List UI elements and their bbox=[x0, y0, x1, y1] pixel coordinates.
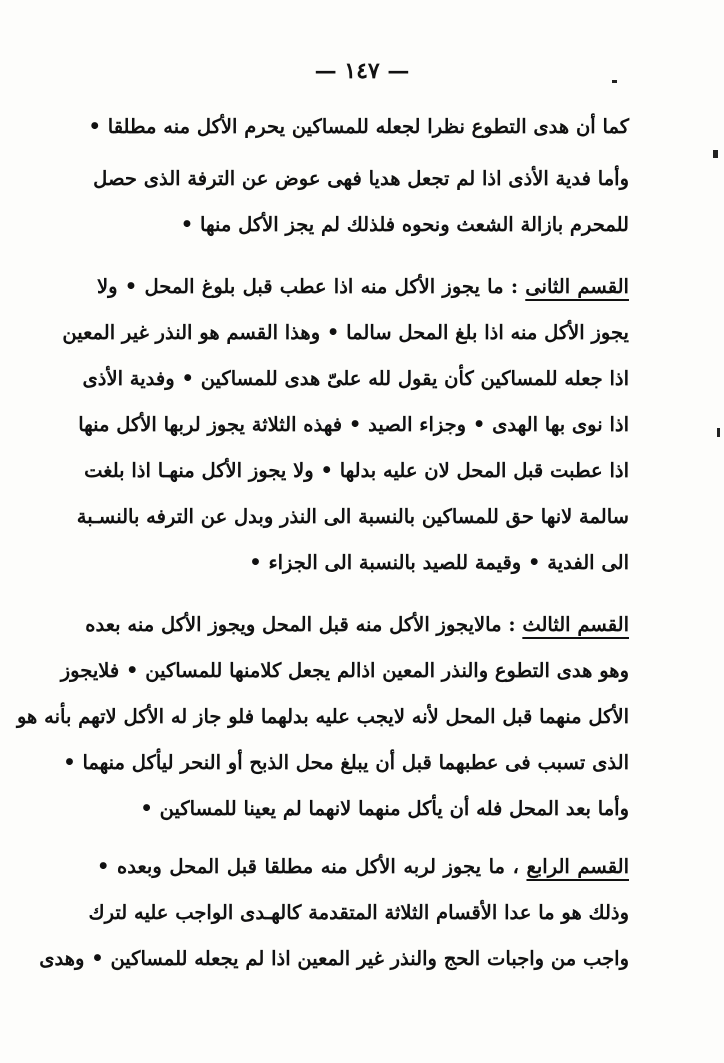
scan-speck bbox=[713, 150, 718, 158]
text-line: اذا نوى بها الهدى • وجزاء الصيد • فهذه الثلاثة يجوز لربها الأكل منها bbox=[78, 413, 629, 436]
text-line bbox=[97, 852, 629, 882]
text-line: وهو هدى التطوع والنذر المعين اذالم يجعل كلامنها للمساكين • فلايجوز bbox=[60, 659, 629, 682]
text-line: وذلك هو ما عدا الأقسام الثلاثة المتقدمة كالهـدى الواجب عليه لترك bbox=[88, 901, 629, 924]
text-line: الأكل منهما قبل المحل لأنه لايجب عليه بدلهما فلو جاز له الأكل لاتهم بأنه هو bbox=[16, 705, 629, 728]
text-line: للمحرم بازالة الشعث ونحوه فلذلك لم يجز الأكل منها • bbox=[180, 213, 629, 236]
text-line: وأما بعد المحل فله أن يأكل منهما لانهما لم يعينا للمساكين • bbox=[140, 797, 629, 820]
text-line bbox=[97, 272, 629, 302]
text-line-content: : ما يجوز الأكل منه اذا عطب قبل بلوغ المحل • ولا bbox=[97, 275, 526, 298]
section-heading: القسم الثالث bbox=[522, 613, 629, 636]
text-line: واجب من واجبات الحج والنذر غير المعين اذا لم يجعله للمساكين • وهدى bbox=[39, 947, 629, 970]
text-line-content: ، ما يجوز لربه الأكل منه مطلقا قبل المحل وبعده • bbox=[97, 855, 527, 878]
page-number: — ١٤٧ — bbox=[314, 58, 410, 84]
text-line bbox=[85, 610, 629, 640]
text-line: الى الفدية • وقيمة للصيد بالنسبة الى الجزاء • bbox=[249, 551, 629, 574]
text-line: يجوز الأكل منه اذا بلغ المحل سالما • وهذا القسم هو النذر غير المعين bbox=[62, 321, 629, 344]
text-line: وأما فدية الأذى اذا لم تجعل هديا فهى عوض عن الترفة الذى حصل bbox=[93, 167, 629, 190]
text-line-content: : مالايجوز الأكل منه قبل المحل ويجوز الأكل منه بعده bbox=[85, 613, 523, 636]
text-line: اذا جعله للمساكين كأن يقول لله علىّ هدى للمساكين • وفدية الأذى bbox=[82, 367, 629, 390]
scan-speck bbox=[717, 428, 720, 437]
text-line: سالمة لانها حق للمساكين بالنسبة الى النذر وبدل عن الترفه بالنسـبة bbox=[76, 505, 629, 528]
section-heading: القسم الثانى bbox=[525, 275, 629, 298]
text-line: اذا عطبت قبل المحل لان عليه بدلها • ولا يجوز الأكل منهـا اذا بلغت bbox=[84, 459, 629, 482]
text-line: الذى تسبب فى عطبهما قبل أن يبلغ محل الذبح أو النحر ليأكل منهما • bbox=[63, 751, 629, 774]
scan-speck bbox=[612, 80, 617, 83]
section-heading: القسم الرابع bbox=[526, 855, 629, 878]
text-line: كما أن هدى التطوع نظرا لجعله للمساكين يحرم الأكل منه مطلقا • bbox=[88, 115, 629, 138]
